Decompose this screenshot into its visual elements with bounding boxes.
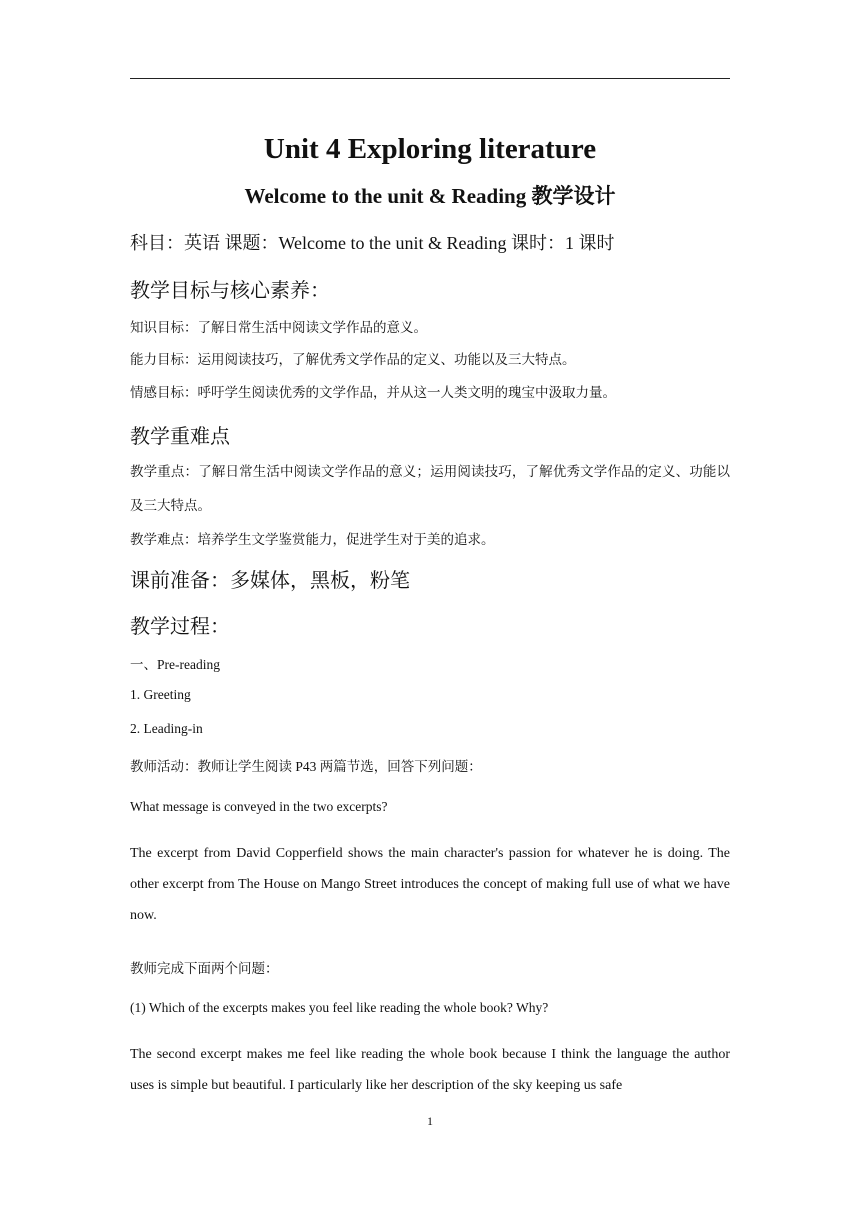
difficult-points: 教学难点：培养学生文学鉴赏能力，促进学生对于美的追求。 <box>130 532 495 547</box>
class-preparation: 课前准备：多媒体，黑板，粉笔 <box>130 570 410 592</box>
header-rule <box>130 78 730 79</box>
goal-ability: 能力目标：运用阅读技巧，了解优秀文学作品的定义、功能以及三大特点。 <box>130 352 576 367</box>
page-number: 1 <box>427 1114 433 1128</box>
teacher-activity: 教师活动：教师让学生阅读 P43 两篇节选，回答下列问题： <box>130 759 482 774</box>
document-subtitle: Welcome to the unit & Reading 教学设计 <box>244 184 616 208</box>
answer-one: The second excerpt makes me feel like reading the whole book because I think the language the author uses is simple but beautiful. I particularly like her description of the sky keeping us safe <box>130 1047 730 1093</box>
teacher-complete-prompt: 教师完成下面两个问题： <box>130 961 279 976</box>
step-leading-in: 2. Leading-in <box>130 721 203 736</box>
process-heading: 教学过程： <box>130 616 230 638</box>
step-greeting: 1. Greeting <box>130 687 191 702</box>
goal-knowledge: 知识目标：了解日常生活中阅读文学作品的意义。 <box>130 320 427 335</box>
goals-heading: 教学目标与核心素养： <box>130 280 330 302</box>
step-pre-reading: 一、Pre-reading <box>130 657 220 672</box>
question-message: What message is conveyed in the two excerpts? <box>130 799 388 814</box>
key-difficult-heading: 教学重难点 <box>130 426 230 448</box>
course-meta-line: 科目：英语 课题：Welcome to the unit & Reading 课时：1 课时 <box>130 233 615 253</box>
answer-message: The excerpt from David Copperfield shows the main character's passion for whatever he is doing. The other excerpt from The House on Mango Street introduces the concept of making full use of what we have now. <box>130 846 730 923</box>
key-points-paragraph: 教学重点：了解日常生活中阅读文学作品的意义；运用阅读技巧，了解优秀文学作品的定义、功能以及三大特点。 <box>130 464 730 513</box>
question-one: (1) Which of the excerpts makes you feel like reading the whole book? Why? <box>130 1000 549 1015</box>
document-title: Unit 4 Exploring literature <box>263 133 597 165</box>
goal-emotion: 情感目标：呼吁学生阅读优秀的文学作品，并从这一人类文明的瑰宝中汲取力量。 <box>130 385 616 400</box>
